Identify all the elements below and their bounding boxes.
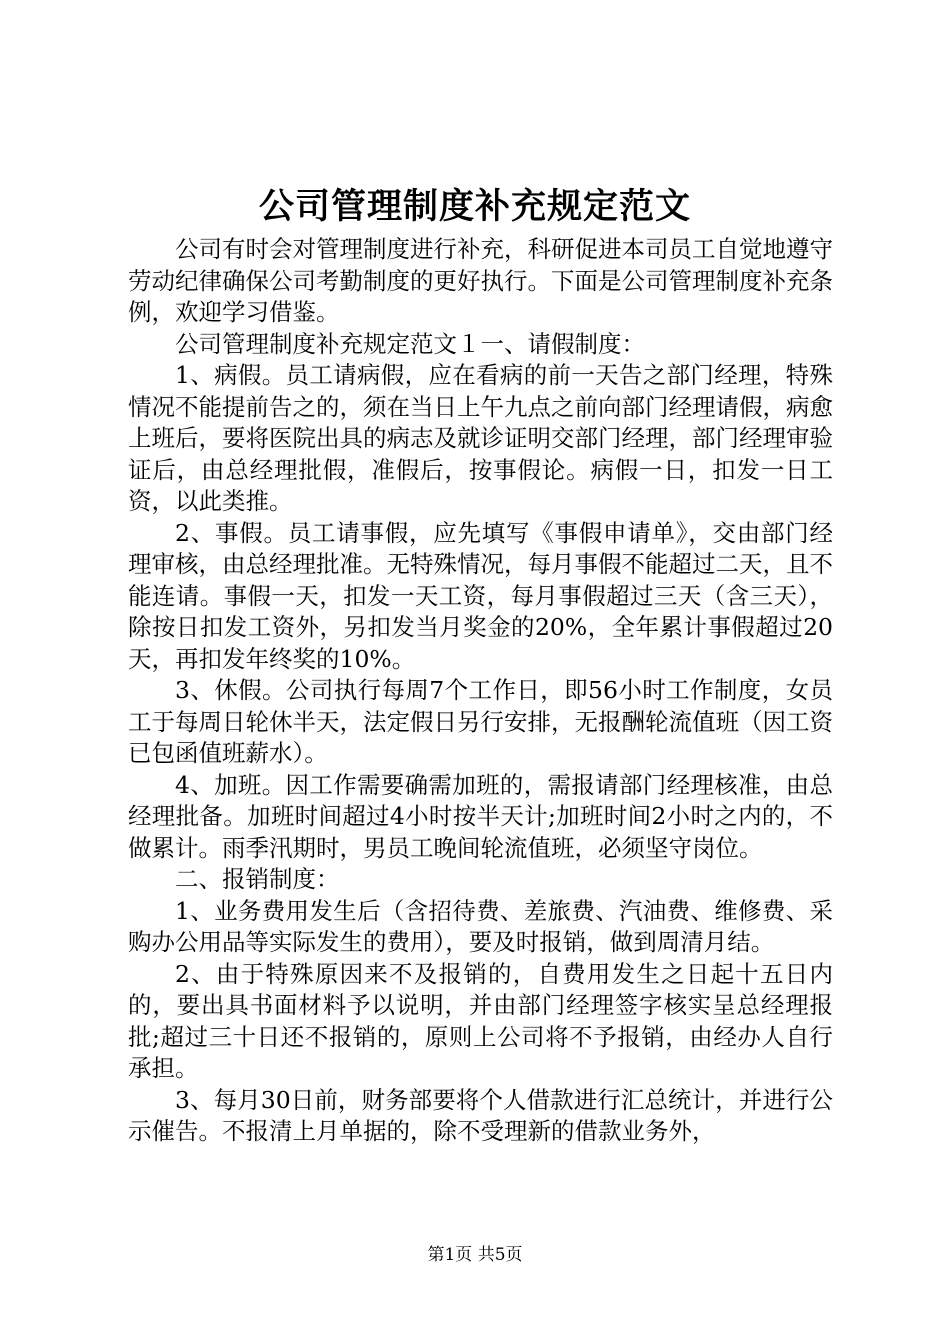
paragraph-section-heading-reimbursement: 二、报销制度： bbox=[175, 865, 340, 893]
paragraph-intro: 公司有时会对管理制度进行补充，科研促进本司员工自觉地遵守劳动纪律确保公司考勤制度的更好执行。下面是公司管理制度补充条例，欢迎学习借鉴。 bbox=[128, 235, 833, 326]
page-number-footer: 第1页 共5页 bbox=[427, 1245, 523, 1265]
paragraph-overtime: 4、加班。因工作需要确需加班的，需报请部门经理核准，由总经理批备。加班时间超过4小时按半天计;加班时间2小时之内的，不做累计。雨季汛期时，男员工晚间轮流值班，必须坚守岗位。 bbox=[128, 770, 833, 862]
paragraph-section-heading-leave: 公司管理制度补充规定范文１一、请假制度： bbox=[175, 329, 645, 358]
document-title: 公司管理制度补充规定范文 bbox=[258, 186, 691, 227]
paragraph-reimbursement-3: 3、每月30日前，财务部要将个人借款进行汇总统计，并进行公示催告。不报清上月单据的，除不受理新的借款业务外， bbox=[128, 1085, 833, 1145]
paragraph-reimbursement-2: 2、由于特殊原因来不及报销的，自费用发生之日起十五日内的，要出具书面材料予以说明，并由部门经理签字核实呈总经理报批;超过三十日还不报销的，原则上公司将不予报销，由经办人自行承担。 bbox=[128, 959, 833, 1082]
paragraph-personal-leave: 2、事假。员工请事假，应先填写《事假申请单》，交由部门经理审核，由总经理批准。无特殊情况，每月事假不能超过二天，且不能连请。事假一天，扣发一天工资，每月事假超过三天（含三天），除按日扣发工资外，另扣发当月奖金的20%，全年累计事假超过20天，再扣发年终奖的10%。 bbox=[128, 518, 833, 673]
document-body bbox=[128, 234, 833, 1148]
paragraph-sick-leave: 1、病假。员工请病假，应在看病的前一天告之部门经理，特殊情况不能提前告之的，须在当日上午九点之前向部门经理请假，病愈上班后，要将医院出具的病志及就诊证明交部门经理，部门经理审验证后，由总经理批假，准假后，按事假论。病假一日，扣发一日工资，以此类推。 bbox=[128, 361, 833, 515]
paragraph-rest-days: 3、休假。公司执行每周7个工作日，即56小时工作制度，女员工于每周日轮休半天，法定假日另行安排，无报酬轮流值班（因工资已包函值班薪水）。 bbox=[128, 676, 833, 767]
paragraph-reimbursement-1: 1、业务费用发生后（含招待费、差旅费、汽油费、维修费、采购办公用品等实际发生的费用），要及时报销，做到周清月结。 bbox=[128, 896, 833, 956]
